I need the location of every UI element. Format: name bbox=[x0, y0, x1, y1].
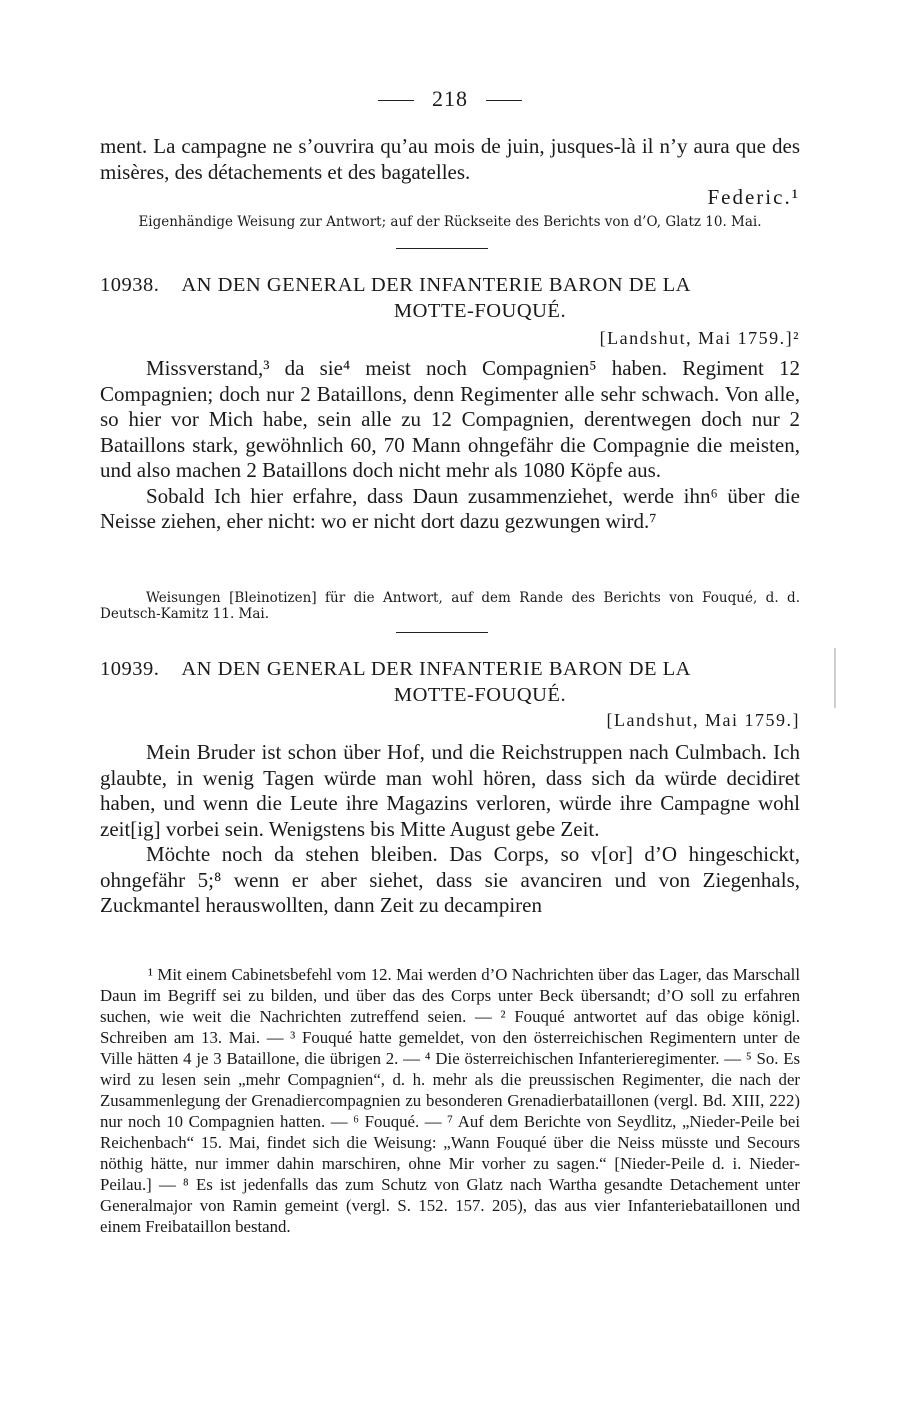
letter-body bbox=[100, 356, 800, 535]
letter-body bbox=[100, 740, 800, 919]
letter-number: 10939. bbox=[100, 658, 160, 680]
signature: Federic.¹ bbox=[707, 185, 800, 209]
signature-line bbox=[100, 185, 800, 210]
footnote-text: ¹ Mit einem Cabinetsbefehl vom 12. Mai werden d’O Nachrichten über das Lager, das Marschall Daun im Begriff sei zu bilden, und über das des Corps unter Beck übersandt; d’O soll zu erfahren suchen, wie weit die Nachrichten zutreffend seien. — ² Fouqué antwortet auf das obige königl. Schreiben am 13. Mai. — ³ Fouqué hatte gemeldet, von den österreichischen Regimentern unter de Ville hätten 4 je 3 Bataillone, die übrigen 2. — ⁴ Die österreichischen Infanterieregimenter. — ⁵ So. Es wird zu lesen sein „mehr Compagnien“, d. h. mehr als die preussischen Regimenter, die nach der Zusammenlegung der Grenadiercompagnien zu besonderen Grenadierbataillonen (vergl. Bd. XIII, 222) nur noch 10 Compagnien hatten. — ⁶ Fouqué. — ⁷ Auf dem Berichte von Seydlitz, „Nieder-Peile bei Reichenbach“ 15. Mai, findet sich die Weisung: „Wann Fouqué über die Neiss müsste und Secours nöthig hätte, nur immer dahin marschiren, ohne Mir vorher zu sagen.“ [Nieder-Peile d. i. Nieder-Peilau.] — ⁸ Es ist jedenfalls das zum Schutz von Glatz nach Wartha gesandte Detachement unter Generalmajor von Ramin gemeint (vergl. S. 152. 157. 205), das aus vier Infanteriebataillonen und einem Freibataillon bestand. bbox=[100, 965, 800, 1236]
letter-title-line2: MOTTE-FOUQUÉ. bbox=[393, 300, 567, 322]
section-separator bbox=[396, 248, 488, 249]
letter-title-line1: AN DEN GENERAL DER INFANTERIE BARON DE LA bbox=[181, 274, 691, 296]
body-paragraph: Mein Bruder ist schon über Hof, und die Reichstruppen nach Culmbach. Ich glaubte, in wenig Tagen würde man wohl hören, dass sich da würde decidiret haben, und wenn die Leute ihre Magazins verloren, würde ihre Campagne wohl zeit[ig] vorbei sein. Wenigstens bis Mitte August gebe Zeit. bbox=[100, 740, 800, 841]
body-paragraph: Sobald Ich hier erfahre, dass Daun zusammenziehet, werde ihn⁶ über die Neisse ziehen, eher nicht: wo er nicht dort dazu gezwungen wird.⁷ bbox=[100, 483, 800, 533]
body-paragraph: Möchte noch da stehen bleiben. Das Corps, so v[or] d’O hingeschickt, ohngefähr 5;⁸ wenn er aber siehet, dass sie avanciren und von Ziegenhals, Zuckmantel herauswollten, dann Zeit zu decampiren bbox=[100, 842, 800, 917]
editorial-note-text: Eigenhändige Weisung zur Antwort; auf der Rückseite des Berichts von d’O, Glatz 10. Mai. bbox=[138, 214, 762, 230]
continued-paragraph: ment. La campagne ne s’ouvrira qu’au mois de juin, jusques-là il n’y aura que des misères, des détachements et des bagatelles. bbox=[100, 134, 800, 184]
dateline-text: [Landshut, Mai 1759.] bbox=[606, 710, 800, 730]
continued-text bbox=[100, 134, 800, 185]
editorial-note bbox=[100, 214, 800, 230]
header-rule-right bbox=[486, 100, 522, 101]
letter-heading bbox=[100, 656, 800, 708]
dateline-text: [Landshut, Mai 1759.]² bbox=[599, 328, 800, 348]
editorial-note-text: Weisungen [Bleinotizen] für die Antwort, auf dem Rande des Berichts von Fouqué, d. d. Deutsch-Kamitz 11. Mai. bbox=[100, 590, 800, 622]
dateline bbox=[100, 328, 800, 349]
section-separator bbox=[396, 632, 488, 633]
editorial-note bbox=[100, 590, 800, 622]
letter-heading bbox=[100, 272, 800, 324]
body-paragraph: Missverstand,³ da sie⁴ meist noch Compagnien⁵ haben. Regiment 12 Compagnien; doch nur 2 Bataillons, denn Regimenter alle sehr schwach. Von alle, so hier vor Mich habe, sein alle zu 12 Compagnien, derentwegen doch nur 2 Bataillons stark, gewöhnlich 60, 70 Mann ohngefähr die Compagnie die meisten, und also machen 2 Bataillons doch nicht mehr als 1080 Köpfe aus. bbox=[100, 356, 800, 482]
dateline bbox=[100, 710, 800, 731]
page-number: 218 bbox=[432, 86, 468, 111]
scan-edge-mark bbox=[834, 648, 836, 708]
header-rule-left bbox=[378, 100, 414, 101]
page-header bbox=[0, 86, 900, 112]
letter-number: 10938. bbox=[100, 274, 160, 296]
letter-title-line2: MOTTE-FOUQUÉ. bbox=[393, 684, 567, 706]
letter-title-line1: AN DEN GENERAL DER INFANTERIE BARON DE LA bbox=[181, 658, 691, 680]
footnotes bbox=[100, 964, 800, 1237]
